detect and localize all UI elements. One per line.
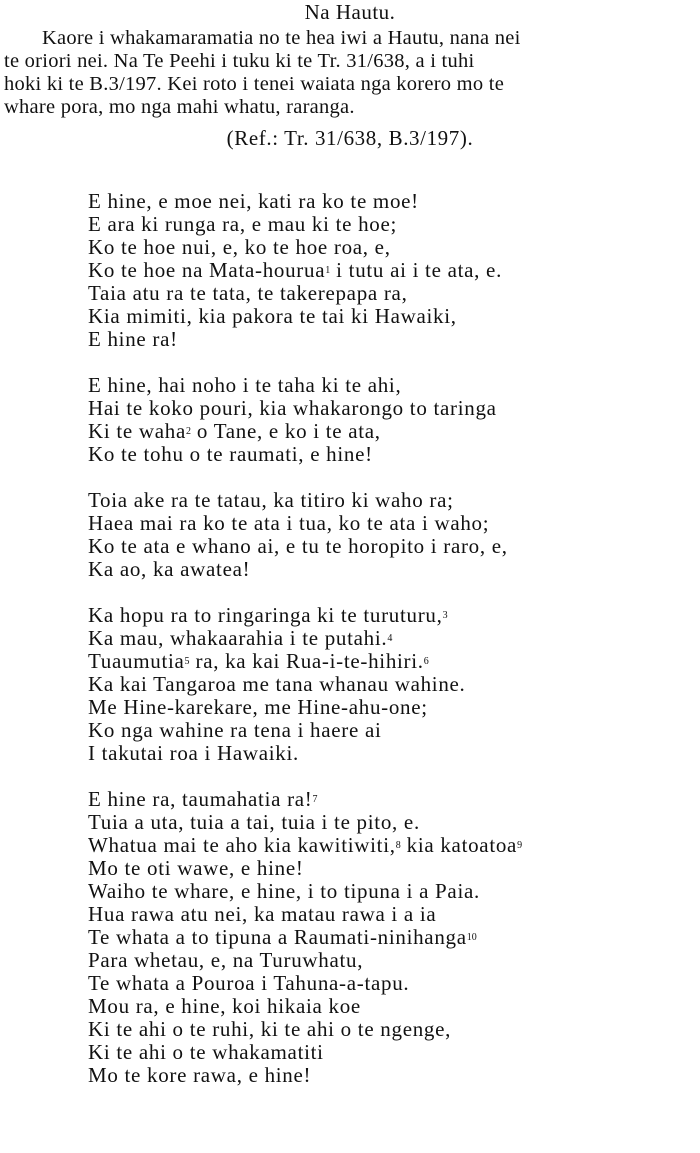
- verse-text-continued: ra, ka kai Rua-i-te-hihiri.: [189, 649, 424, 673]
- footnote-marker: 10: [466, 932, 477, 943]
- verse-line: [88, 489, 698, 512]
- verse-text: Toia ake ra te tatau, ka titiro ki waho ra;: [88, 488, 454, 512]
- verse-line: [88, 673, 698, 696]
- verse-text: Ka mau, whakaarahia i te putahi.: [88, 626, 388, 650]
- reference-line: (Ref.: Tr. 31/638, B.3/197).: [226, 126, 474, 150]
- poem: [88, 190, 698, 1110]
- verse-text: Kia mimiti, kia pakora te tai ki Hawaiki,: [88, 304, 457, 328]
- verse-text: Ko te hoe nui, e, ko te hoe roa, e,: [88, 235, 391, 259]
- verse-line: [88, 857, 698, 880]
- verse-text: E hine, e moe nei, kati ra ko te moe!: [88, 189, 419, 213]
- verse-line: [88, 903, 698, 926]
- verse-line: [88, 995, 698, 1018]
- verse-line: [88, 558, 698, 581]
- footnote-marker: 3: [442, 610, 448, 621]
- footnote-marker: 6: [423, 656, 429, 667]
- verse-line: [88, 259, 698, 282]
- verse-text: Ki te waha: [88, 419, 186, 443]
- verse-text: Te whata a Pouroa i Tahuna-a-tapu.: [88, 971, 410, 995]
- verse-line: [88, 305, 698, 328]
- footnote-marker: 1: [325, 265, 331, 276]
- verse-text: Mou ra, e hine, koi hikaia koe: [88, 994, 361, 1018]
- verse-line: [88, 650, 698, 673]
- verse-line: [88, 374, 698, 397]
- verse-text: E hine ra!: [88, 327, 178, 351]
- verse-line: [88, 328, 698, 351]
- intro-line: te oriori nei. Na Te Peehi i tuku ki te Tr. 31/638, a i tuhi: [4, 50, 475, 72]
- verse-text: Ka hopu ra to ringaringa ki te turuturu,: [88, 603, 443, 627]
- verse-line: [88, 397, 698, 420]
- verse-line: [88, 949, 698, 972]
- verse-text: Hai te koko pouri, kia whakarongo to taringa: [88, 396, 497, 420]
- verse-text: Mo te kore rawa, e hine!: [88, 1063, 312, 1087]
- verse-line: [88, 880, 698, 903]
- verse-line: [88, 236, 698, 259]
- verse-text-continued: i tutu ai i te ata, e.: [330, 258, 503, 282]
- verse-line: [88, 604, 698, 627]
- footnote-marker: 2: [185, 426, 191, 437]
- verse-line: [88, 1041, 698, 1064]
- verse-text: Waiho te whare, e hine, i to tipuna i a Paia.: [88, 879, 480, 903]
- verse-text: Tuaumutia: [88, 649, 185, 673]
- verse-text: Te whata a to tipuna a Raumati-ninihanga: [88, 925, 467, 949]
- verse-line: [88, 1018, 698, 1041]
- verse-text: Haea mai ra ko te ata i tua, ko te ata i waho;: [88, 511, 490, 535]
- stanza: [88, 374, 698, 466]
- verse-text: Hua rawa atu nei, ka matau rawa i a ia: [88, 902, 437, 926]
- verse-line: [88, 811, 698, 834]
- intro-paragraph: [4, 27, 698, 119]
- verse-text: Whatua mai te aho kia kawitiwiti,: [88, 833, 396, 857]
- verse-line: [88, 213, 698, 236]
- verse-text: Ko te hoe na Mata-hourua: [88, 258, 326, 282]
- verse-text: Mo te oti wawe, e hine!: [88, 856, 304, 880]
- footnote-marker: 5: [184, 656, 190, 667]
- verse-line: [88, 926, 698, 949]
- footnote-marker: 4: [387, 633, 393, 644]
- verse-line: [88, 535, 698, 558]
- intro-line: hoki ki te B.3/197. Kei roto i tenei waiata nga korero mo te: [4, 73, 505, 95]
- verse-text: I takutai roa i Hawaiki.: [88, 741, 299, 765]
- verse-text: Tuia a uta, tuia a tai, tuia i te pito, e.: [88, 810, 420, 834]
- verse-text-continued: kia katoatoa: [400, 833, 518, 857]
- verse-text: Ki te ahi o te whakamatiti: [88, 1040, 324, 1064]
- footnote-marker: 8: [395, 840, 401, 851]
- page-title: Na Hautu.: [304, 0, 396, 24]
- intro-line: whare pora, mo nga mahi whatu, raranga.: [4, 96, 355, 118]
- intro-line: Kaore i whakamaramatia no te hea iwi a Hautu, nana nei: [42, 27, 521, 49]
- stanza: [88, 489, 698, 581]
- verse-text: Ko te tohu o te raumati, e hine!: [88, 442, 373, 466]
- footnote-marker: 7: [312, 794, 318, 805]
- verse-text: Ki te ahi o te ruhi, ki te ahi o te ngenge,: [88, 1017, 452, 1041]
- verse-line: [88, 972, 698, 995]
- verse-line: [88, 443, 698, 466]
- verse-text: Ka kai Tangaroa me tana whanau wahine.: [88, 672, 466, 696]
- stanza: [88, 604, 698, 765]
- verse-text: E ara ki runga ra, e mau ki te hoe;: [88, 212, 398, 236]
- verse-text: E hine, hai noho i te taha ki te ahi,: [88, 373, 402, 397]
- verse-line: [88, 282, 698, 305]
- verse-line: [88, 627, 698, 650]
- verse-text-continued: o Tane, e ko i te ata,: [190, 419, 381, 443]
- stanza: [88, 788, 698, 1087]
- verse-text: Taia atu ra te tata, te takerepapa ra,: [88, 281, 408, 305]
- verse-text: Ko nga wahine ra tena i haere ai: [88, 718, 382, 742]
- verse-text: Para whetau, e, na Turuwhatu,: [88, 948, 364, 972]
- verse-line: [88, 420, 698, 443]
- verse-text: Me Hine-karekare, me Hine-ahu-one;: [88, 695, 428, 719]
- verse-line: [88, 696, 698, 719]
- verse-line: [88, 834, 698, 857]
- verse-text: Ko te ata e whano ai, e tu te horopito i raro, e,: [88, 534, 508, 558]
- verse-line: [88, 512, 698, 535]
- verse-line: [88, 719, 698, 742]
- verse-text: E hine ra, taumahatia ra!: [88, 787, 313, 811]
- footnote-marker: 9: [517, 840, 523, 851]
- verse-line: [88, 742, 698, 765]
- verse-line: [88, 788, 698, 811]
- verse-text: Ka ao, ka awatea!: [88, 557, 251, 581]
- verse-line: [88, 190, 698, 213]
- stanza: [88, 190, 698, 351]
- verse-line: [88, 1064, 698, 1087]
